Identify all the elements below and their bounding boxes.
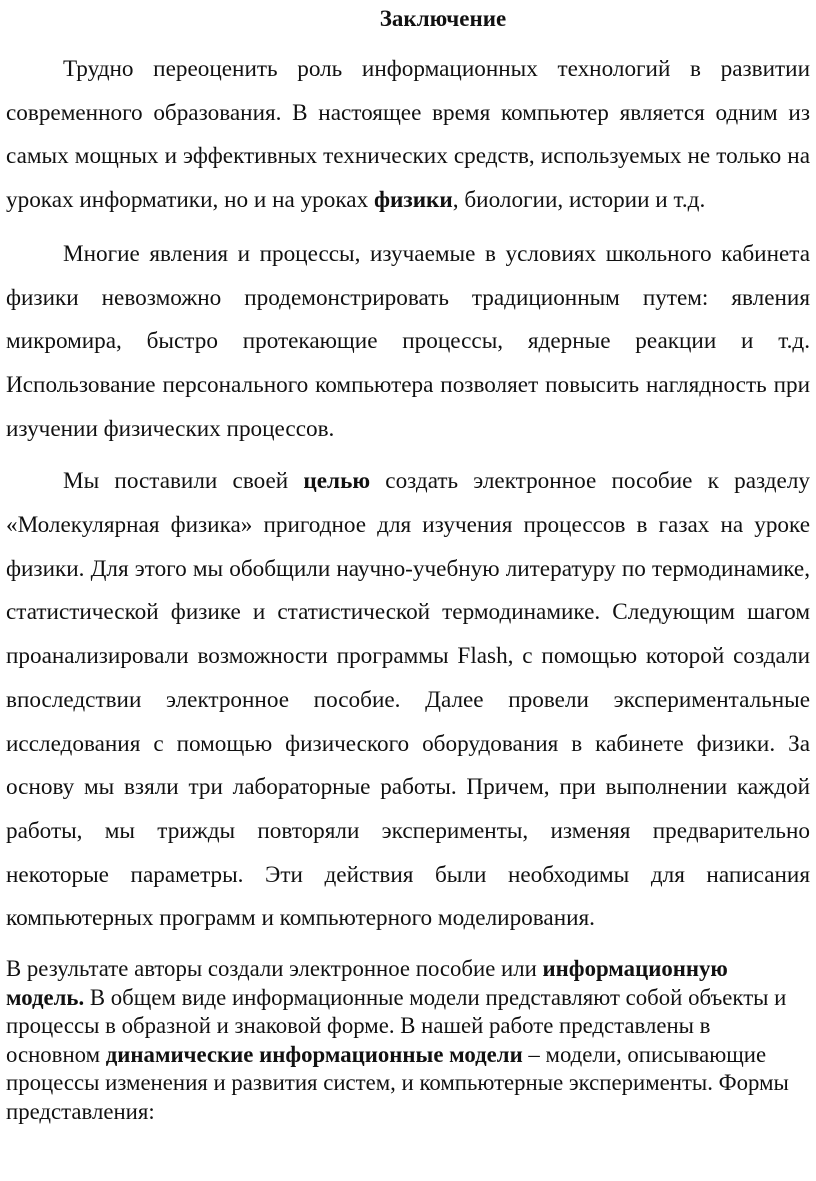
paragraph-3-bold-goal: целью — [303, 468, 371, 495]
paragraph-3-text-start: Мы поставили своей — [63, 468, 304, 495]
paragraph-4-text-part-2: В общем виде информационные модели представляют собой объекты и процессы в образной и знаковой форме. В нашей работе представлены в основном — [6, 984, 787, 1067]
paragraph-1-text-end: , биологии, истории и т.д. — [452, 187, 706, 214]
paragraph-4-text-part-3: – модели, описывающие процессы изменения и развития систем, и компьютерные эксперименты. Формы представления: — [6, 1041, 789, 1125]
paragraph-1-bold-physics: физики — [373, 187, 453, 214]
paragraph-4-bold-dynamic-models: динамические информационные модели — [105, 1041, 523, 1067]
paragraph-3 — [6, 460, 810, 941]
paragraph-1 — [6, 48, 810, 223]
paragraph-1-text-start: Трудно переоценить роль информационных технологий в развитии современного образования. В настоящее время компьютер является одним из самых мощных и эффективных технических средств, используемых не только на уроках информатики, но и на уроках — [6, 56, 810, 214]
paragraph-4 — [6, 955, 810, 1127]
paragraph-4-bold-info-model: информационную модель. — [6, 956, 728, 1010]
paragraph-2: Многие явления и процессы, изучаемые в условиях школьного кабинета физики невозможно продемонстрировать традиционным путем: явления микромира, быстро протекающие процессы, ядерные реакции и т.д. Использование персонального компьютера позволяет повысить наглядность при изучении физических процессов. — [6, 240, 810, 442]
paragraph-3-text-end: создать электронное пособие к разделу «Молекулярная физика» пригодное для изучения процессов в газах на уроке физики. Для этого мы обобщили научно-учебную литературу по термодинамике, статистической физике и статистической термодинамике. Следующим шагом проанализировали возможности программы Flash, с помощью которой создали впоследствии электронное пособие. Далее провели экспериментальные исследования с помощью физического оборудования в кабинете физики. За основу мы взяли три лабораторные работы. Причем, при выполнении каждой работы, мы трижды повторяли эксперименты, изменяя предварительно некоторые параметры. Эти действия были необходимы для написания компьютерных программ и компьютерного моделирования. — [6, 468, 810, 932]
page-title: Заключение — [379, 6, 507, 31]
paragraph-4-text-part-1: В результате авторы создали электронное пособие или — [6, 956, 543, 982]
